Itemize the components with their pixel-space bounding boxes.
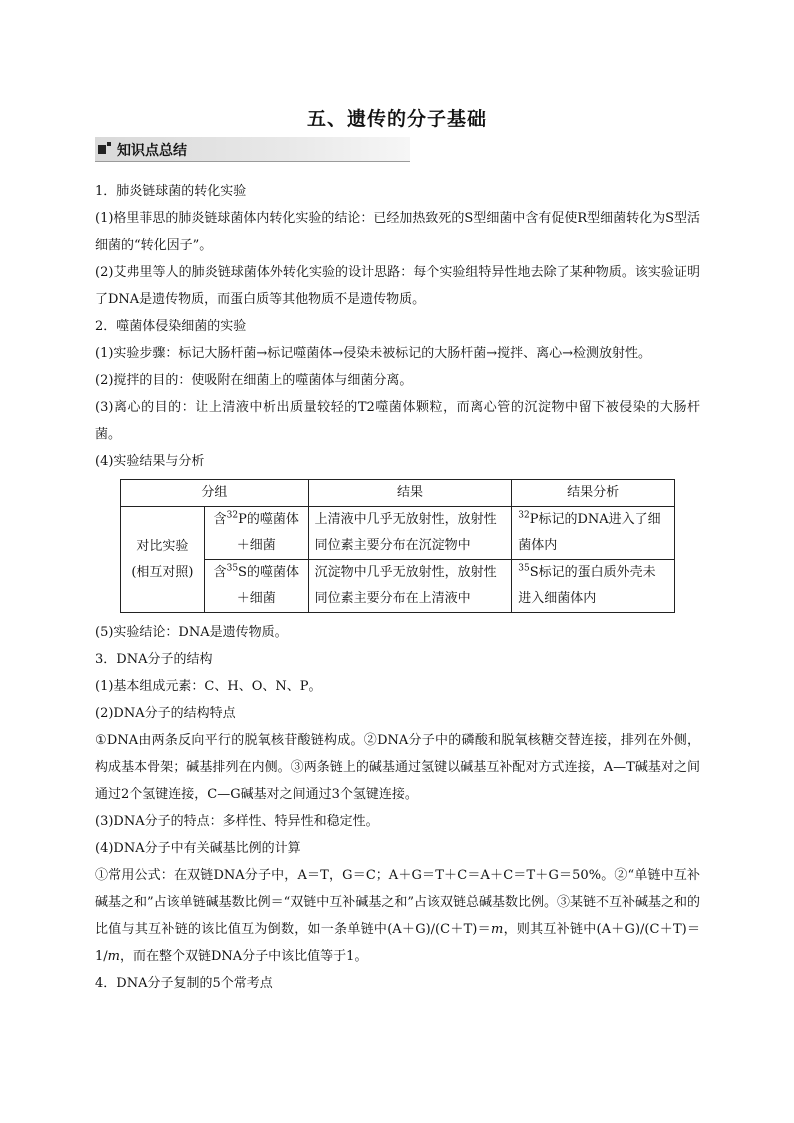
group-s35-cell: 含$^{35}$S的噬菌体＋细菌 <box>204 560 308 613</box>
section-square-icon <box>98 142 111 155</box>
paragraph-structure-details: ①DNA由两条反向平行的脱氧核苷酸链构成。②DNA分子中的磷酸和脱氧核糖交替连接，排列在外侧，构成基本骨架；碱基排列在内侧。③两条链上的碱基通过氢键以碱基互补配对方式连接，A—T碱基对之间通过2个氢键连接，C—G碱基对之间通过3个氢键连接。 <box>95 733 700 802</box>
isotope-superscript: 35 <box>226 563 239 574</box>
group-label-cell <box>121 507 205 613</box>
header-analysis: 结果分析 <box>512 480 675 507</box>
group-p32-cell: 含$^{32}$P的噬菌体＋细菌 <box>204 507 308 560</box>
content <box>95 178 700 997</box>
paragraph-stirring: (2)搅拌的目的：使吸附在细菌上的噬菌体与细菌分离。 <box>95 373 413 388</box>
variable-m: m <box>490 922 504 937</box>
results-table <box>120 479 675 613</box>
heading-replication: 4．DNA分子复制的5个常考点 <box>95 976 273 991</box>
paragraph-structure-heading: (2)DNA分子的结构特点 <box>95 706 236 721</box>
result-p32-cell: 上清液中几乎无放射性，放射性同位素主要分布在沉淀物中 <box>308 507 512 560</box>
paragraph-conclusion: (5)实验结论：DNA是遗传物质。 <box>95 625 288 640</box>
paragraph-avery: (2)艾弗里等人的肺炎链球菌体外转化实验的设计思路：每个实验组特异性地去除了某种物质。该实验证明了DNA是遗传物质，而蛋白质等其他物质不是遗传物质。 <box>95 265 700 307</box>
section-label: 知识点总结 <box>117 143 187 159</box>
paragraph-steps: (1)实验步骤：标记大肠杆菌→标记噬菌体→侵染未被标记的大肠杆菌→搅拌、离心→检测放射性。 <box>95 346 651 361</box>
paragraph-griffith: (1)格里菲思的肺炎链球菌体内转化实验的结论：已经加热致死的S型细菌中含有促使R型细菌转化为S型活细菌的“转化因子”。 <box>95 211 701 253</box>
isotope-superscript: 32 <box>518 510 530 521</box>
page-title: 五、遗传的分子基础 <box>306 108 487 130</box>
section-header <box>95 137 410 162</box>
header-result: 结果 <box>308 480 512 507</box>
header-group: 分组 <box>121 480 309 507</box>
paragraph-centrifuge: (3)离心的目的：让上清液中析出质量较轻的T2噬菌体颗粒，而离心管的沉淀物中留下被侵染的大肠杆菌。 <box>95 400 700 442</box>
paragraph-formulas: ①常用公式：在双链DNA分子中，A＝T，G＝C；A＋G＝T＋C＝A＋C＝T＋G＝50%。②“单链中互补碱基之和”占该单链碱基数比例＝“双链中互补碱基之和”占该双链总碱基数比例。③某链不互补碱基之和的比值与其互补链的该比值互为倒数，如一条单链中(A＋G)/(C＋T)＝m，则其互补链中(A＋G)/(C＋T)＝1/m，而在整个双链DNA分子中该比值等于1。 <box>95 868 701 964</box>
variable-m: m <box>107 949 120 964</box>
heading-dna-structure: 3．DNA分子的结构 <box>95 652 213 667</box>
group-label-line1: 对比实验 <box>136 538 189 554</box>
paragraph-ratio-heading: (4)DNA分子中有关碱基比例的计算 <box>95 841 301 856</box>
result-s35-cell: 沉淀物中几乎无放射性，放射性同位素主要分布在上清液中 <box>308 560 512 613</box>
analysis-p32-cell: $^{32}$P标记的DNA进入了细菌体内 <box>512 507 675 560</box>
analysis-s35-cell: $^{35}$S标记的蛋白质外壳未进入细菌体内 <box>512 560 675 613</box>
isotope-superscript: 32 <box>226 510 239 521</box>
heading-transformation: 1．肺炎链球菌的转化实验 <box>95 184 247 199</box>
table-row <box>121 560 675 613</box>
heading-phage: 2．噬菌体侵染细菌的实验 <box>95 319 247 334</box>
table-row <box>121 507 675 560</box>
table-header-row <box>121 480 675 507</box>
paragraph-results-heading: (4)实验结果与分析 <box>95 454 205 469</box>
isotope-superscript: 35 <box>518 563 530 574</box>
group-label-line2: (相互对照) <box>131 564 194 580</box>
paragraph-elements: (1)基本组成元素：C、H、O、N、P。 <box>95 679 322 694</box>
paragraph-dna-features: (3)DNA分子的特点：多样性、特异性和稳定性。 <box>95 814 379 829</box>
